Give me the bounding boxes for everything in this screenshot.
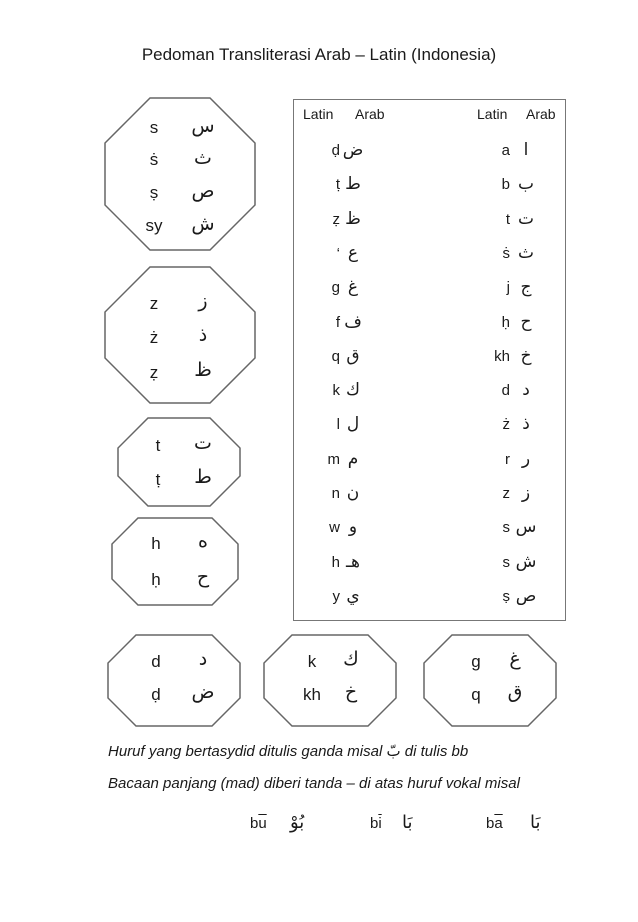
octagon-latin: ṡ bbox=[149, 150, 159, 169]
mad-example-arab: بَا bbox=[530, 812, 541, 833]
table-arab-cell: ك bbox=[345, 380, 360, 400]
table-arab-cell: هـ bbox=[346, 552, 360, 572]
octagon-arab: ض bbox=[191, 681, 215, 703]
table-arab-cell: ض bbox=[342, 140, 364, 160]
octagon-arab: د bbox=[198, 648, 208, 670]
octagon-latin: z bbox=[149, 294, 159, 313]
table-arab-cell: ح bbox=[520, 312, 532, 332]
table-latin-cell: s bbox=[502, 554, 510, 571]
octagon-latin: ṣ bbox=[149, 183, 159, 202]
table-latin-cell: j bbox=[506, 279, 510, 296]
mad-latin-vowel: $\overline{i}$ bbox=[378, 815, 382, 832]
table-arab-cell: ف bbox=[344, 312, 362, 332]
octagon-latin: ṭ bbox=[155, 470, 161, 489]
octagon-arab: س bbox=[191, 115, 215, 137]
table-latin-cell: k bbox=[332, 382, 340, 399]
octagon-latin: sy bbox=[145, 216, 163, 235]
mad-example-latin bbox=[250, 815, 267, 832]
octagon-latin: ḍ bbox=[151, 685, 161, 704]
table-latin-cell: f bbox=[335, 314, 340, 331]
table-latin-cell: ṭ bbox=[335, 176, 340, 193]
table-latin-cell: t bbox=[505, 211, 510, 228]
table-latin-cell: s bbox=[502, 519, 510, 536]
table-latin-cell: ẓ bbox=[332, 211, 340, 228]
mad-latin-vowel: $\overline{a}$ bbox=[494, 815, 503, 832]
table-latin-cell: a bbox=[501, 142, 510, 159]
octagon-arab: ط bbox=[194, 466, 212, 488]
octagon-arab: ت bbox=[194, 432, 212, 454]
octagon-latin: ḥ bbox=[151, 570, 161, 589]
table-arab-cell: ظ bbox=[345, 209, 361, 229]
mad-example-latin bbox=[370, 815, 382, 832]
table-arab-cell: ع bbox=[347, 243, 359, 263]
octagon-arab: ح bbox=[196, 566, 210, 588]
page-title: Pedoman Transliterasi Arab – Latin (Indonesia) bbox=[141, 45, 497, 64]
table-arab-cell: ب bbox=[517, 174, 534, 194]
mad-latin-base: b bbox=[486, 815, 495, 832]
table-latin-cell: h bbox=[331, 554, 340, 571]
octagon-arab: ه bbox=[198, 530, 208, 552]
octagon-frame bbox=[118, 418, 240, 506]
table-header-latin-left: Latin bbox=[303, 106, 334, 122]
table-latin-cell: n bbox=[331, 485, 340, 502]
octagon-arab: ك bbox=[343, 648, 359, 670]
table-latin-cell: b bbox=[501, 176, 510, 193]
table-latin-cell: z bbox=[502, 485, 510, 502]
table-latin-cell: ‘ bbox=[336, 245, 340, 262]
mad-latin-base: b bbox=[370, 815, 379, 832]
octagon-latin: k bbox=[307, 652, 317, 671]
octagon-arab: ص bbox=[191, 180, 215, 202]
table-latin-cell: r bbox=[505, 451, 510, 468]
octagon-arab: خ bbox=[344, 681, 358, 703]
table-arab-cell: ل bbox=[346, 414, 360, 434]
octagon-arab: ز bbox=[198, 290, 208, 312]
table-latin-cell: ṡ bbox=[502, 245, 510, 262]
table-arab-cell: ا bbox=[523, 140, 529, 160]
table-arab-cell: ص bbox=[515, 586, 537, 606]
mad-example-latin bbox=[486, 815, 503, 832]
table-latin-cell: q bbox=[331, 348, 340, 365]
octagon-frame bbox=[105, 267, 255, 403]
shadda-note-text: Huruf yang bertasydid ditulis ganda misal bbox=[108, 743, 383, 760]
mad-note: Bacaan panjang (mad) diberi tanda – di atas huruf vokal misal bbox=[108, 775, 520, 792]
table-latin-cell: ṣ bbox=[502, 588, 510, 605]
table-arab-cell: غ bbox=[347, 277, 359, 297]
table-latin-cell: ż bbox=[502, 416, 510, 433]
table-arab-cell: ن bbox=[346, 483, 360, 503]
table-latin-cell: ḍ bbox=[331, 142, 340, 159]
octagon-latin: ż bbox=[149, 328, 159, 347]
mad-latin-vowel: $\overline{u}$ bbox=[258, 815, 267, 832]
table-arab-cell: ج bbox=[520, 277, 532, 297]
table-arab-cell: خ bbox=[520, 346, 532, 366]
mad-latin-base: b bbox=[250, 815, 259, 832]
octagon-arab: ش bbox=[191, 213, 215, 235]
table-arab-cell: د bbox=[522, 380, 530, 400]
table-arab-cell: س bbox=[515, 517, 537, 537]
table-arab-cell: ر bbox=[521, 449, 531, 469]
octagon-latin: d bbox=[151, 652, 161, 671]
table-arab-cell: ي bbox=[346, 586, 360, 606]
table-arab-cell: ت bbox=[517, 209, 534, 229]
table-latin-cell: ḥ bbox=[501, 314, 510, 331]
table-arab-cell: ذ bbox=[522, 414, 530, 434]
octagon-arab: ذ bbox=[198, 324, 208, 346]
octagon-latin: g bbox=[471, 652, 481, 671]
table-arab-cell: ث bbox=[517, 243, 534, 263]
octagon-arab: ث bbox=[194, 147, 212, 169]
table-arab-cell: ز bbox=[521, 483, 531, 503]
table-arab-cell: م bbox=[347, 449, 359, 469]
table-arab-cell: ق bbox=[346, 346, 360, 366]
octagon-arab: ظ bbox=[194, 359, 212, 381]
octagon-arab: غ bbox=[509, 648, 521, 670]
octagon-latin: kh bbox=[303, 685, 321, 704]
mad-example-arab: بَا bbox=[402, 812, 413, 833]
octagon-latin: s bbox=[149, 118, 159, 137]
octagon-frame bbox=[264, 635, 396, 726]
table-arab-cell: و bbox=[348, 517, 358, 537]
octagon-frame bbox=[105, 98, 255, 250]
octagon-frame bbox=[424, 635, 556, 726]
octagon-frame bbox=[108, 635, 240, 726]
table-arab-cell: ش bbox=[515, 552, 537, 572]
octagon-latin: h bbox=[151, 534, 161, 553]
octagon-latin: t bbox=[155, 436, 161, 455]
shadda-example-arab: بّ bbox=[386, 742, 401, 760]
table-latin-cell: y bbox=[332, 588, 340, 605]
table-latin-cell: g bbox=[331, 279, 340, 296]
table-latin-cell: d bbox=[501, 382, 510, 399]
table-header-arab-left: Arab bbox=[355, 106, 385, 122]
octagon-arab: ق bbox=[507, 681, 523, 703]
table-arab-cell: ط bbox=[345, 174, 361, 194]
octagon-latin: q bbox=[471, 685, 481, 704]
table-latin-cell: w bbox=[329, 519, 340, 536]
table-latin-cell: m bbox=[327, 451, 340, 468]
octagon-latin: ẓ bbox=[149, 363, 159, 382]
table-header-latin-right: Latin bbox=[477, 106, 508, 122]
table-header-arab-right: Arab bbox=[526, 106, 556, 122]
shadda-note-suffix: di tulis bb bbox=[404, 743, 469, 760]
table-latin-cell: l bbox=[336, 416, 340, 433]
mad-example-arab: بُوْ bbox=[290, 812, 305, 833]
shadda-note bbox=[108, 742, 468, 760]
table-latin-cell: kh bbox=[494, 348, 510, 365]
